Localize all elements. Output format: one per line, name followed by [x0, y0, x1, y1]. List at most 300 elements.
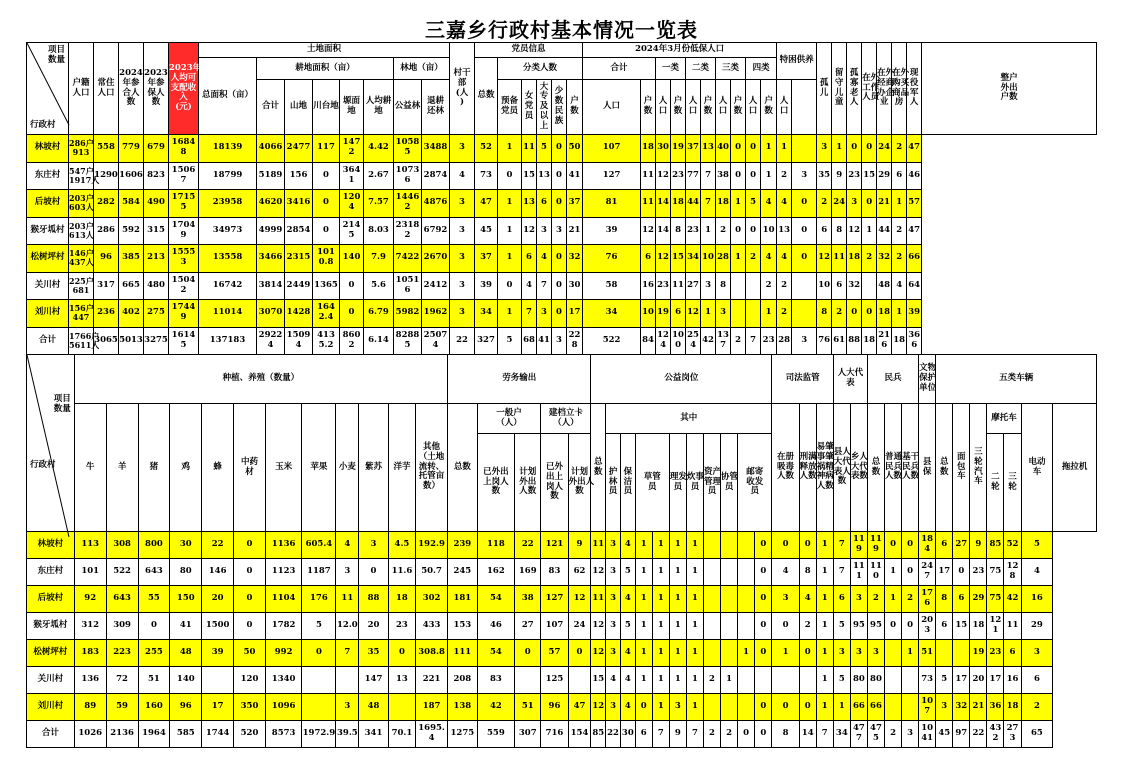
table-cell: 0 [862, 190, 877, 218]
table-cell [936, 640, 953, 667]
table-cell: 1 [669, 613, 686, 640]
table-cell: 23958 [199, 190, 257, 218]
table-cell: 255 [138, 640, 170, 667]
table-cell: 80 [867, 667, 884, 694]
table-cell: 308 [106, 532, 138, 559]
corner-cell-2 [27, 355, 75, 532]
table-cell: 4 [537, 245, 552, 273]
table-cell: 76 [583, 245, 641, 273]
table-cell: 2 [746, 245, 761, 273]
table-cell: 2 [892, 217, 907, 245]
table-cell: 0 [746, 162, 761, 190]
table-cell: 51 [515, 694, 541, 721]
table-cell: 52 [475, 135, 498, 163]
table-cell: 119 [850, 532, 867, 559]
table-cell: 32 [847, 272, 862, 300]
table-cell: 3 [606, 559, 621, 586]
table-cell: 4.5 [388, 532, 415, 559]
table-cell: 1962 [422, 300, 450, 328]
table-cell: 30 [567, 272, 583, 300]
table-cell: 77 [686, 162, 701, 190]
table-cell: 1 [652, 667, 669, 694]
table-cell [738, 613, 755, 640]
table-cell: 4 [799, 586, 816, 613]
table-cell: 3488 [422, 135, 450, 163]
table-cell: 169 [515, 559, 541, 586]
table-cell: 1 [738, 640, 755, 667]
village-name: 松树坪村 [27, 245, 69, 273]
table-cell: 2 [731, 327, 746, 355]
table-cell: 1 [686, 667, 703, 694]
table-cell: 522 [106, 559, 138, 586]
table-cell [755, 667, 772, 694]
table-cell: 6 [892, 162, 907, 190]
table-cell: 45 [475, 217, 498, 245]
table-cell: 3466 [257, 245, 285, 273]
table-cell: 39.5 [336, 721, 359, 748]
table-cell: 254 [686, 327, 701, 355]
col-totarea: 总面积（亩） [199, 58, 257, 135]
table-cell: 18 [892, 327, 907, 355]
table-row [27, 667, 1097, 694]
table-row [27, 272, 1097, 300]
table-cell: 162 [477, 559, 515, 586]
table-cell: 0 [552, 162, 567, 190]
table-cell: 4 [892, 272, 907, 300]
table-cell: 11 [591, 586, 606, 613]
table-cell: 286 [94, 217, 119, 245]
table-cell: 34 [583, 300, 641, 328]
table-cell [202, 667, 234, 694]
table-cell: 38 [515, 586, 541, 613]
table-cell: 85 [987, 532, 1004, 559]
table-cell: 3 [936, 694, 953, 721]
table-cell [703, 613, 720, 640]
table-cell: 4 [606, 667, 621, 694]
table-cell: 15042 [169, 272, 199, 300]
table-cell: 5 [620, 559, 635, 586]
table-row [27, 190, 1097, 218]
col-cult-total: 合计 [257, 80, 285, 135]
table-cell: 1 [816, 532, 833, 559]
table-cell: 12 [522, 217, 537, 245]
table-cell: 3 [537, 217, 552, 245]
table-cell: 3 [552, 327, 567, 355]
table-cell: 1 [816, 613, 833, 640]
table-cell: 0 [302, 640, 336, 667]
table-cell: 1 [686, 694, 703, 721]
table-cell: 124 [656, 327, 671, 355]
table-cell: 1010.8 [313, 245, 340, 273]
table-cell: 18799 [199, 162, 257, 190]
table-cell: 28 [716, 245, 731, 273]
table-cell: 27 [515, 613, 541, 640]
table-cell: 7 [833, 559, 850, 586]
table-cell [703, 559, 720, 586]
table-cell: 1 [498, 217, 522, 245]
village-basic-table [26, 42, 1097, 355]
col-pub-total: 总 数 [591, 404, 606, 532]
table-cell: 0 [731, 162, 746, 190]
table-cell: 0 [498, 272, 522, 300]
table-cell: 0 [772, 532, 799, 559]
col-county-npc: 县人 大代 表人 数 [833, 404, 850, 532]
table-cell: 81 [583, 190, 641, 218]
table-cell: 113 [74, 532, 106, 559]
table-cell: 3 [1021, 640, 1053, 667]
table-cell [721, 694, 738, 721]
table-cell: 30 [170, 532, 202, 559]
col-outwork: 在外 工作 人员 [862, 43, 877, 135]
table-cell: 0 [755, 613, 772, 640]
table-cell: 1 [669, 640, 686, 667]
table-cell: 3 [850, 640, 867, 667]
group-heritage: 文物 保护 单位 [919, 355, 936, 404]
table-cell: 3814 [257, 272, 285, 300]
table-cell: 2 [817, 190, 832, 218]
table-cell: 11 [641, 190, 656, 218]
table-cell [792, 300, 817, 328]
table-cell: 18139 [199, 135, 257, 163]
table-cell: 30 [656, 135, 671, 163]
table-cell: 1 [902, 640, 919, 667]
table-cell: 1 [652, 640, 669, 667]
table-cell: 308.8 [416, 640, 448, 667]
col-female: 女 党 员 [522, 80, 537, 135]
table-cell: 2 [761, 272, 777, 300]
table-cell: 0 [515, 640, 541, 667]
col-canbao: 2023 年参 保人 数 [144, 43, 169, 135]
village-name: 刘川村 [27, 300, 69, 328]
table-cell: 15067 [169, 162, 199, 190]
table-cell: 6 [936, 532, 953, 559]
table-cell [302, 694, 336, 721]
table-cell: 309 [106, 613, 138, 640]
table-cell: 120 [234, 667, 266, 694]
table-cell: 0 [234, 586, 266, 613]
table-cell: 2670 [422, 245, 450, 273]
group-land: 土地面积 [199, 43, 450, 58]
table-cell: 247 [919, 559, 936, 586]
table-cell: 18 [671, 190, 686, 218]
table-cell: 3065 [94, 327, 119, 355]
table-cell: 1204 [340, 190, 364, 218]
table-cell: 41 [170, 613, 202, 640]
table-cell: 1 [652, 559, 669, 586]
table-cell: 1 [761, 300, 777, 328]
table-cell: 80 [850, 667, 867, 694]
table-cell: 47 [907, 135, 922, 163]
table-cell: 75 [987, 559, 1004, 586]
table-cell: 29 [877, 162, 892, 190]
table-cell: 522 [583, 327, 641, 355]
table-cell: 2 [832, 300, 847, 328]
table-cell: 5013 [119, 327, 144, 355]
table-cell: 76 [817, 327, 832, 355]
table-cell [902, 667, 919, 694]
group-class2: 二类 [686, 58, 716, 80]
table-cell: 1 [669, 532, 686, 559]
table-cell: 1766户 5611人 [69, 327, 94, 355]
group-farming: 种植、养殖（数量） [74, 355, 447, 404]
table-cell: 58 [583, 272, 641, 300]
col-public-forest: 公益林 [394, 80, 422, 135]
table-cell: 146户 437人 [69, 245, 94, 273]
table-cell: 350 [234, 694, 266, 721]
col-outhouse: 在外 购买 商品 房 [892, 43, 907, 135]
table-cell: 4 [777, 190, 792, 218]
col-income: 2023年 人均可 支配收 入 (元) [169, 43, 199, 135]
table-cell: 36 [987, 694, 1004, 721]
table-cell: 19 [671, 135, 686, 163]
table-cell: 8602 [340, 327, 364, 355]
table-cell: 23 [987, 640, 1004, 667]
table-cell: 4620 [257, 190, 285, 218]
table-cell: 47 [907, 217, 922, 245]
table-cell: 183 [74, 640, 106, 667]
col-militia-core: 基干 民兵 人数 [902, 404, 919, 532]
table-cell: 286户 913 [69, 135, 94, 163]
col-pig: 猪 [138, 404, 170, 532]
table-cell: 21 [970, 694, 987, 721]
table-cell: 0 [772, 613, 799, 640]
table-cell: 0 [234, 559, 266, 586]
table-cell: 146 [202, 559, 234, 586]
table-cell: 16 [1021, 586, 1053, 613]
table-cell: 73 [919, 667, 936, 694]
table-cell: 184 [919, 532, 936, 559]
table-cell: 3 [792, 162, 817, 190]
table-cell: 0 [799, 640, 816, 667]
table-cell: 11 [641, 162, 656, 190]
table-cell: 5 [620, 613, 635, 640]
table-cell: 65 [1021, 721, 1053, 748]
table-cell: 18 [388, 586, 415, 613]
table-cell: 22 [606, 721, 621, 748]
group-cultivated: 耕地面积（亩） [257, 58, 394, 80]
table-cell: 40 [716, 135, 731, 163]
table-cell [721, 613, 738, 640]
table-cell: 80 [170, 559, 202, 586]
village-name: 后坡村 [27, 586, 75, 613]
table-cell: 1 [731, 190, 746, 218]
table-cell: 225户 681 [69, 272, 94, 300]
table-cell: 8 [817, 300, 832, 328]
table-cell: 37 [686, 135, 701, 163]
group-among: 其中 [606, 404, 772, 434]
table-cell: 2 [799, 613, 816, 640]
table-cell: 1 [885, 586, 902, 613]
table-cell: 73 [475, 162, 498, 190]
table-cell: 1290 [94, 162, 119, 190]
table-cell: 153 [448, 613, 478, 640]
table-cell: 0 [862, 300, 877, 328]
col-leftchild: 留 守 儿 童 [832, 43, 847, 135]
table-cell: 137 [716, 327, 731, 355]
table-cell [902, 694, 919, 721]
table-cell: 2854 [285, 217, 313, 245]
table-cell: 1 [701, 217, 716, 245]
table-cell: 18 [877, 300, 892, 328]
table-cell: 50 [567, 135, 583, 163]
table-cell: 2 [892, 135, 907, 163]
table-cell: 0 [862, 135, 877, 163]
table-cell: 3 [606, 613, 621, 640]
header-cell: 项目 数量 [53, 394, 71, 414]
col-herb: 中药 材 [234, 404, 266, 532]
table-cell: 110 [867, 559, 884, 586]
table-cell: 341 [359, 721, 389, 748]
col-town-npc: 乡人 大代 表数 [850, 404, 867, 532]
col-soldier: 现 役 军 人 [907, 43, 922, 135]
table-cell: 3 [606, 532, 621, 559]
table-cell: 0 [885, 613, 902, 640]
table-cell: 643 [106, 586, 138, 613]
table-cell: 42 [1004, 586, 1021, 613]
table-cell: 8 [936, 586, 953, 613]
table-cell: 85 [591, 721, 606, 748]
table-cell [862, 272, 877, 300]
table-cell: 20 [202, 586, 234, 613]
table-cell: 1 [761, 135, 777, 163]
table-cell: 9 [970, 532, 987, 559]
table-cell: 57 [907, 190, 922, 218]
table-cell [721, 640, 738, 667]
table-cell: 45 [936, 721, 953, 748]
table-cell: 558 [94, 135, 119, 163]
table-cell: 15 [862, 162, 877, 190]
table-cell: 84 [641, 327, 656, 355]
table-cell: 4 [620, 586, 635, 613]
table-cell: 3 [336, 694, 359, 721]
table-cell: 38 [716, 162, 731, 190]
table-cell: 282 [94, 190, 119, 218]
table-cell: 16 [1004, 667, 1021, 694]
table-cell: 12 [591, 559, 606, 586]
table-cell: 44 [877, 217, 892, 245]
col-cleaner: 保 洁 员 [620, 434, 635, 532]
table-cell: 0 [902, 613, 919, 640]
header-cell: 行政村 [30, 460, 56, 471]
table-cell: 0 [138, 613, 170, 640]
col-terrace: 塬面 地 [340, 80, 364, 135]
table-cell [731, 272, 746, 300]
table-cell [885, 667, 902, 694]
group-poor: 建档立卡 （人） [541, 404, 591, 434]
col-cadre: 村干 部 (人 ) [450, 43, 475, 135]
table-cell: 312 [74, 613, 106, 640]
table-cell: 4999 [257, 217, 285, 245]
table-cell: 92 [74, 586, 106, 613]
table-cell: 6 [953, 586, 970, 613]
table-cell: 592 [119, 217, 144, 245]
table-cell: 96 [541, 694, 568, 721]
table-cell: 228 [567, 327, 583, 355]
table-cell: 3 [606, 694, 621, 721]
group-class4: 四类 [746, 58, 777, 80]
table-cell: 7.57 [364, 190, 394, 218]
table-cell: 2 [716, 217, 731, 245]
table-cell: 20 [359, 613, 389, 640]
table-cell: 14462 [394, 190, 422, 218]
table-cell: 12 [847, 217, 862, 245]
table-cell: 64 [907, 272, 922, 300]
table-cell: 10 [701, 245, 716, 273]
col-labor-total: 总数 [448, 404, 478, 532]
table-cell: 8 [799, 559, 816, 586]
col-p-plan: 计划 外出人 数 [568, 434, 591, 532]
col-tractor: 拖拉机 [1053, 404, 1097, 532]
table-cell: 0 [388, 640, 415, 667]
table-cell: 111 [850, 559, 867, 586]
table-cell: 1 [652, 586, 669, 613]
table-cell: 14 [656, 190, 671, 218]
table-cell: 1 [652, 694, 669, 721]
table-cell: 1744 [202, 721, 234, 748]
table-cell: 66 [907, 245, 922, 273]
table-cell: 15 [591, 667, 606, 694]
table-row [27, 217, 1097, 245]
table-cell: 121 [541, 532, 568, 559]
table-cell: 7 [701, 190, 716, 218]
col-ebike: 电动 车 [1021, 404, 1053, 532]
table-cell: 7 [686, 721, 703, 748]
table-cell: 2145 [340, 217, 364, 245]
table-cell: 35 [359, 640, 389, 667]
table-cell: 59 [106, 694, 138, 721]
table-cell: 13 [777, 217, 792, 245]
table-cell: 213 [144, 245, 169, 273]
table-cell: 559 [477, 721, 515, 748]
table-cell: 0 [755, 694, 772, 721]
col-helper: 协管 员 [721, 434, 738, 532]
table-cell: 25074 [422, 327, 450, 355]
col-low-households: 户数 [567, 80, 583, 135]
table-row [27, 245, 1097, 273]
table-cell: 9 [832, 162, 847, 190]
table-cell: 8573 [265, 721, 301, 748]
table-cell: 327 [475, 327, 498, 355]
table-cell: 2477 [285, 135, 313, 163]
table-cell: 57 [541, 640, 568, 667]
table-cell [885, 640, 902, 667]
col-c2-pp: 人口 [686, 80, 701, 135]
table-cell: 1 [777, 135, 792, 163]
table-cell: 6.79 [364, 300, 394, 328]
group-public-posts: 公益岗位 [591, 355, 772, 404]
col-sp-hh: 户数 [761, 80, 777, 135]
table-cell: 4 [772, 559, 799, 586]
village-name: 松树坪村 [27, 640, 75, 667]
table-cell: 716 [541, 721, 568, 748]
table-cell: 32 [877, 245, 892, 273]
col-ranger: 护 林 员 [606, 434, 621, 532]
table-cell: 23 [847, 162, 862, 190]
table-cell: 15553 [169, 245, 199, 273]
col-outbiz: 在外 经商 办企 业 [877, 43, 892, 135]
village-name: 合计 [27, 721, 75, 748]
group-vehicle: 五类车辆 [936, 355, 1097, 404]
table-cell: 2 [862, 245, 877, 273]
col-orphan: 孤儿 [817, 43, 832, 135]
table-cell: 13 [522, 190, 537, 218]
col-cook: 炊事 员 [686, 434, 703, 532]
table-cell: 2 [892, 245, 907, 273]
table-cell: 15 [671, 245, 686, 273]
table-row [27, 640, 1097, 667]
table-cell: 823 [144, 162, 169, 190]
table-cell: 520 [234, 721, 266, 748]
